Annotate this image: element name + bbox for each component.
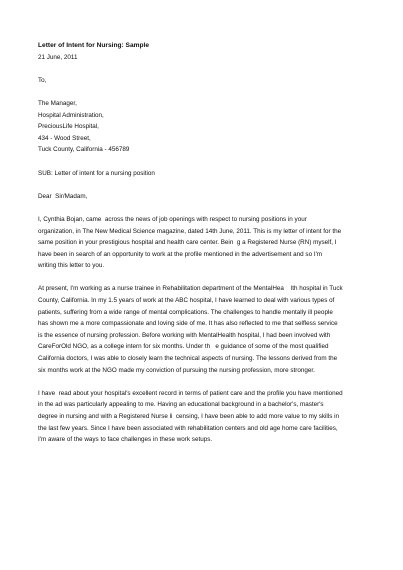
letter-title: Letter of Intent for Nursing: Sample xyxy=(38,42,149,49)
address-line: PreciousLife Hospital, xyxy=(38,123,99,131)
spacer xyxy=(38,86,383,98)
spacer xyxy=(38,156,383,168)
paragraph-intro xyxy=(38,214,383,272)
paragraph-line: degree in nursing and with a Registered Nurse li censing, I have been able to add more value to my skills in xyxy=(38,413,340,420)
paragraph-line: California doctors, I was able to closely learn the technical aspects of nursing. The lessons derived from the xyxy=(38,355,338,363)
paragraph-line: organization, in The New Medical Science magazine, dated 14th June, 2011. This is my letter of intent for the xyxy=(38,227,342,235)
address-line: Hospital Administration, xyxy=(38,111,104,119)
paragraph-line: I'm aware of the ways to face challenges in these work setups. xyxy=(38,436,213,444)
address-line: 434 - Wood Street, xyxy=(38,134,91,142)
spacer xyxy=(38,202,383,214)
paragraph-experience xyxy=(38,283,383,376)
spacer xyxy=(38,179,383,191)
paragraph-line: has shown me a more compassionate and loving side of me. It has also reflected to me that selfless service xyxy=(38,320,338,328)
letter-date: 21 June, 2011 xyxy=(38,53,78,61)
paragraph-line: the last few years. Since I have been associated with rehabilitation centers and old age home care facilities, xyxy=(38,424,338,432)
paragraph-line: six months work at the NGO made my conviction of pursuing the nursing profession, more stronger. xyxy=(38,366,315,374)
paragraph-qualifications xyxy=(38,388,383,446)
paragraph-line: CareForOld NGO, as a college intern for six months. Under th e guidance of some of the most qualified xyxy=(38,343,329,351)
paragraph-line: I have read about your hospital's excellent record in terms of patient care and the profile you have mentioned xyxy=(38,389,343,397)
letter-body xyxy=(38,40,383,457)
paragraph-line: patients, suffering from a wide range of mental complications. The challenges to handle mentally ill people xyxy=(38,308,333,316)
paragraph-line: in the ad was particularly appealing to me. Having an educational background in a bachelor's, master's xyxy=(38,401,324,409)
to-label: To, xyxy=(38,76,47,84)
paragraph-line: same position in your prestigious hospital and health care center. Bein g a Registered Nurse (RN) myself, I xyxy=(38,239,337,247)
paragraph-line: writing this letter to you. xyxy=(38,262,105,270)
paragraph-line: At present, I'm working as a nurse trainee in Rehabilitation department of the MentalHea lth hospital in Tuck xyxy=(38,285,343,293)
salutation: Dear Sir/Madam, xyxy=(38,192,88,200)
recipient-address xyxy=(38,98,383,156)
paragraph-line: I, Cynthia Bojan, came across the news of job openings with respect to nursing positions in your xyxy=(38,215,307,223)
spacer xyxy=(38,63,383,75)
paragraph-line: County, California. In my 1.5 years of work at the ABC hospital, I have learned to deal with various types of xyxy=(38,297,335,305)
paragraph-line: have been in search of an opportunity to work at the profile mentioned in the advertisement and so I'm xyxy=(38,250,323,258)
address-line: Tuck County, California - 456789 xyxy=(38,146,130,154)
paragraph-line: is the essence of nursing profession. Before working with MentalHealth hospital, I had been involved with xyxy=(38,331,331,339)
subject-line: SUB: Letter of intent for a nursing position xyxy=(38,169,155,177)
address-line: The Manager, xyxy=(38,99,77,107)
